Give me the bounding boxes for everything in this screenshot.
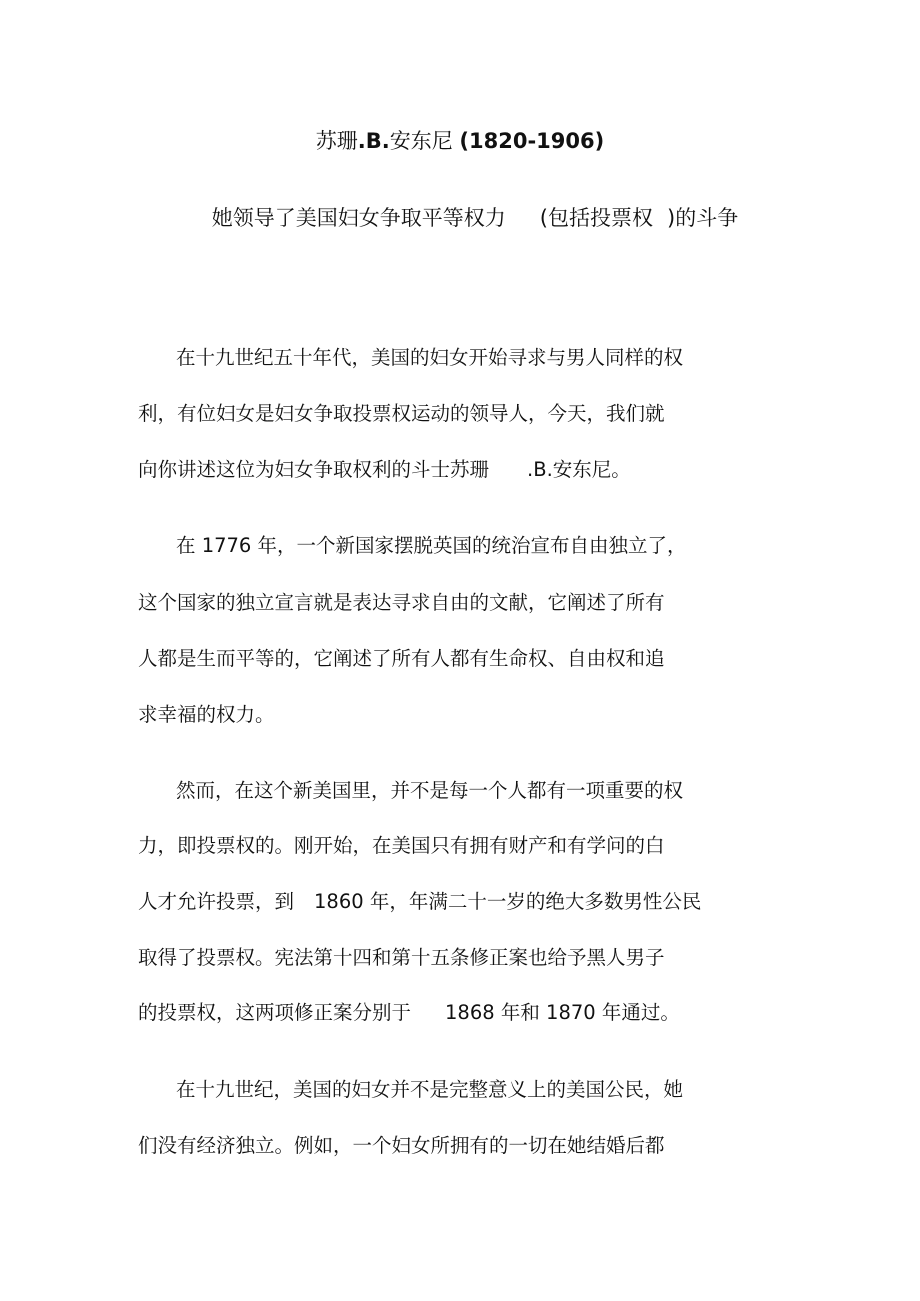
paragraph-4-line-1: 在十九世纪，美国的妇女并不是完整意义上的美国公民，她 [176,1078,684,1101]
paragraph-2-line-1: 在 1776 年，一个新国家摆脱英国的统治宣布自由独立了， [176,534,687,557]
title-surname: 安东尼 [389,129,453,153]
paragraph-1-line-1: 在十九世纪五十年代，美国的妇女开始寻求与男人同样的权 [176,346,684,369]
document-subtitle [0,203,920,233]
paragraph-1-line-3-b: .B.安东尼。 [527,458,631,481]
paragraph-2-line-3: 人都是生而平等的，它阐述了所有人都有生命权、自由权和追 [138,647,665,670]
paragraph-1-line-3 [138,456,631,484]
paragraph-1-line-3-a: 向你讲述这位为妇女争取权利的斗士苏珊 [138,458,490,481]
paragraph-3-line-4: 取得了投票权。宪法第十四和第十五条修正案也给予黑人男子 [138,946,665,969]
paragraph-3-line-3-a: 人才允许投票，到 [138,890,295,913]
title-name-part: 苏珊 [315,129,358,153]
paragraph-3-line-1: 然而，在这个新美国里，并不是每一个人都有一项重要的权 [176,779,684,802]
paragraph-3-line-2: 力，即投票权的。刚开始，在美国只有拥有财产和有学问的白 [138,834,665,857]
paragraph-3-line-3-b: 1860 年，年满二十一岁的绝大多数男性公民 [314,890,702,913]
paragraph-3-line-5-a: 的投票权，这两项修正案分别于 [138,1001,412,1024]
subtitle-text: 她领导了美国妇女争取平等权力 [211,206,506,230]
paragraph-2-line-4: 求幸福的权力。 [138,703,275,726]
paragraph-3-line-3 [138,888,701,916]
title-initial: .B. [357,129,390,153]
paragraph-4-line-2: 们没有经济独立。例如，一个妇女所拥有的一切在她结婚后都 [138,1134,665,1157]
paragraph-3-line-5-b: 1868 年和 1870 年通过。 [445,1001,680,1024]
subtitle-end: )的斗争 [667,206,739,230]
document-title [0,126,920,156]
paragraph-2-line-2: 这个国家的独立宣言就是表达寻求自由的文献，它阐述了所有 [138,591,665,614]
paragraph-1-line-2: 利，有位妇女是妇女争取投票权运动的领导人，今天，我们就 [138,402,665,425]
paragraph-3-line-5 [138,999,680,1027]
title-years: (1820-1906) [459,129,605,153]
subtitle-paren: (包括投票权 [539,206,653,230]
